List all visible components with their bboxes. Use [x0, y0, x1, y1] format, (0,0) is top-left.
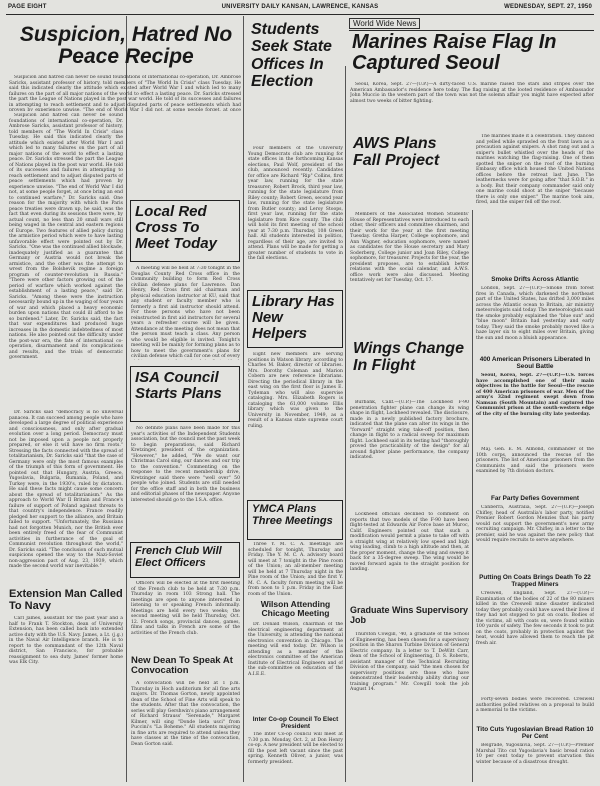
headline-box-aws — [349, 132, 469, 208]
article-isa-council — [131, 426, 240, 540]
article-far-party — [476, 505, 594, 571]
article-text: Suspicion and hatred can never be sound foundations of international co-operation, Dr. Ambrose Saricks, assistant professor of history, told members of "The World In Crisis" class Tuesday. He said this indicated clearly the attitude which existed after World War I and which led to many failures on the part of all major nations of the world to effect a lasting peace. Dr. Saricks stressed the part the League of Nations played in the post war world. He told of its successes and failures in attempting to reach settlement and to adjust disputed parts of peace settlements which had proven by experience unwise. "The end of World War I did not, at some people forget, at once bring an end to continued warfare," Dr. Saricks said. One reason for the majority with which the Paris peace treaties were drawn up, he said, was the fact that even during its sessions there were, by actual count, no less than 20 small wars still being waged in the central and eastern regions of Europe. Two features of allied policy during the armistice period which were to have lasting unfavorable effect were pointed out by Dr. Saricks. "One was the continued allied blockade, inadequately justified as a guarantee that Germany or Austria would not break the armistice, and the other was the attempt to wrest from the Bolshevik regime a foreign program of counter-revolution in Russia." "There were other factors growing out of the period of warfare which worked against the establishment of a lasting peace," said Dr. Saricks. "Among these were the instruction necessarily bound up in the waging of four years of war and which placed a heavy economic burden upon nations that could ill afford to be so burdened." Later, Dr. Saricks said, the fact that war expenditures had produced huge increases in the domestic indebtedness of most nations. He also pointed out the difficulty under the post-war era, the fate of international co-operation, disarmament and its complications and results, and the trials of democratic government. — [9, 113, 123, 360]
article-students-seek — [248, 146, 343, 288]
headline-red-cross: Local Red Cross To Meet Today — [135, 203, 217, 253]
article-text: Forty-seven bodies were recovered. Creswell authorities polled relatives on a proposal to build a memorial to the victims. — [476, 697, 594, 713]
article-text: A convocation will be held at 1 p.m. Thursday in Hoch auditorium for all fine arts majors. Dr. Thomas Gorton, newly appointed dean of the School of Fine Arts will speak to the students. After that the convocation, the series will play Gershwin's piano arrangement of Richard Strauss' "Serenade," Margaret Kilmer, will sing "Donde lieta usci" from Puccini's "La Boheme." All students majoring in fine arts are required to attend unless they have classes at the time of the convocation, Dean Gorton said. — [131, 681, 240, 747]
headline-new-dean: New Dean To Speak At Convocation — [131, 655, 233, 677]
article-text: Seoul, Korea, Sept. 27—(U.P.)—A dirty-faced U.S. marine raised the stars and stripes over the American Ambassador's residence here today. The flag raising at the looted residence of Ambassador John Muccio in the western part of the town was not the solemn affair you might have expected after almost two weeks of bitter fighting. — [350, 82, 594, 104]
headline-wilson: Wilson Attending Chicago Meeting — [260, 599, 331, 619]
article-text: Lockheed officials declined to comment on reports that two models of the F-90 have been flight-tested at Edwards Air Force base at Muroc, Calif. Engineers pointed out that such a modification would permit a plane to take off with a straight wing at relatively low speed and high wing loading, climb to a high altitude and then, at the proper moment, change the wing and sweep it back for a 35-degree sweep. The wing would be moved forward again to the straight position for landing. — [350, 512, 469, 572]
article-text: No definite plans have been made for this year's activities of the Independent Students association, but the council met the past week to begin preparations, said Richard Kretzinger, president of the organization. "However," he added, "We do want our Christmas Carol sing, our dances and our trip to the convention." Commenting on the response to the recent membership drive, Kretzinger said there were "well over" 50 people who joined. Students are still needed for the office staff and in both the business and editorial phases of the newspaper. Anyone interested should go to the I.S.A. office. — [131, 426, 240, 503]
article-text: The marines made it a celebration. They danced and yelled while sprawled on the front lawn as a precaution against snipers. A shot rang out and a sniper's bullet whistled over the heads of the marines watching the flag-raising. One of them spotted the sniper on the roof of the burning Embassy office which housed the United Nations offices before the retreat last June. The leathernecks were for going after "that S.O.B." in a body. But their company commander said only one marine could shoot at the sniper "because there is only one sniper." The marine took aim, fired, and the sniper fell off the roof. — [476, 134, 594, 205]
article-text: Dr. Donald Wilson, chairman of the electrical engineering department at the University, is attending the national electronics convention in Chicago. The meeting will end today. Dr. Wilson is attending as a member of the electronics committee of the American Institute of Electrical Engineers and of the sub-committee on education of the A.I.E.E. — [248, 622, 343, 677]
headline-box-red-cross — [130, 200, 240, 262]
section-label-world-news: World Wide News — [349, 18, 420, 29]
article-smoke-drifts — [476, 286, 594, 352]
headline-box-library — [247, 290, 343, 348]
headline-tito-bread: Tito Cuts Yugoslavian Bread Ration 10 Per Cent — [476, 726, 594, 740]
article-text: Members of the Associated Women Students' House of Representatives were introduced to each other, their officers and committee chairmen, and their work for the year at the first meeting Tuesday. Gretha Harper, College sophomore, and Ann Wagner, education sophomore, were named as candidates for the House secretary and Mary Soderberg, College junior and Joan Riley, College sophomore, for treasurer. Projects for the year, the president proposes, are to establish better relations with the social calendar, and A.W.S. office work were also discussed. Meeting tentatively set for Tuesday, Oct. 17. — [350, 212, 469, 283]
article-prisoners-continued — [476, 447, 594, 491]
headline-trapped-miners: Putting On Coats Brings Death To 22 Trapped Miners — [479, 574, 591, 588]
article-text: A meeting will be held at 7:30 tonight in the Douglas County Red Cross office in the Community building to form Red Cross civilian defense plans for Lawrence. Dan Henry, Red Cross first aid chairman and physical education instructor at KU, said that any student or faculty member who is formerly a first aid instructor should attend. For those persons who have not been reinstructed in first aid instructors for several years a refresher course will be given. Attendance at the meeting does not mean that the person must teach a class. Any person who would be eligible is invited. Tonight's meeting will be mainly for forming plans as to how to meet the government's plans for civilian defense which call for one out of every — [131, 266, 240, 359]
article-text: Maj. Gen. E. M. Almond, commander of the 10th corps, announced the rescue of the prisoners. The list of American prisoners from the Communists and said the prisoners were examined by 7th division doctors. — [476, 447, 594, 474]
issue-date: WEDNESDAY, SEPT. 27, 1950 — [504, 4, 592, 10]
header-rule — [6, 14, 594, 15]
article-text: Burbank, Calif.—(U.P.)—The Lockheed F-90 penetration fighter plane can change its wing shape in flight, Lockheed revealed. The disclosure, made in a newly published factory brochure, indicated that the plane can alter its wings in the "forward" straight wing take-off position, then change in flight to a radical sweep for maximum flight. Lockheed said in its testing had "thoroughly proved the practicability of the design" for all around fighter plane performance, the company indicated. — [350, 400, 469, 460]
headline-ymca: YMCA Plans Three Meetings — [252, 503, 333, 527]
headline-inter-coop: Inter Co-op Council To Elect President — [252, 716, 339, 730]
headline-extension-man: Extension Man Called To Navy — [9, 588, 123, 613]
headline-box-ymca — [247, 500, 343, 540]
article-graduate — [350, 632, 469, 780]
article-suspicion-lead — [9, 75, 241, 111]
column-divider — [472, 210, 473, 782]
article-new-dean — [131, 681, 240, 777]
article-text: Seoul, Korea, Sept. 27—(U.P.)—U.S. forces have accomplished one of their main objectives in the battle for Seoul—the rescue of 400 American prisoners of war. Men of the army's 32nd regiment swept down from Namsan (South Mountain) and captured the Communist prison at the south-western edge of the city of the burning city late yesterday. — [476, 373, 594, 417]
headline-suspicion-hatred: Suspicion, Hatred No Peace Recipe — [19, 23, 233, 69]
column-divider — [345, 66, 346, 782]
article-text: Officers will be elected at the first meeting of the French club to be held at 7:30 p.m. Thursday in room 103 Strong hall. The meetings are open to anyone interested in listening to or speaking French informally. Meetings are held every two weeks; the second meeting will be held Thursday, Oct. 12. French songs, provincial dances, games, films and talks in French are some of the activities of the French club. — [131, 581, 240, 636]
headline-students-seek: Students Seek State Offices In Election — [251, 21, 332, 90]
headline-box-french-club — [130, 542, 240, 578]
headline-box-wings — [349, 337, 469, 397]
headline-isa-council: ISA Council Starts Plans — [135, 369, 222, 403]
column-divider — [243, 16, 244, 782]
article-library — [248, 352, 343, 498]
article-wilson — [248, 622, 343, 714]
article-wings-continued — [350, 512, 469, 604]
article-wings — [350, 400, 469, 510]
headline-far-party: Far Party Defies Government — [490, 495, 580, 502]
article-text: Canberra, Australia, Sept. 27—(U.P.)—Joseph Chifley, head of Australia's labor party, notified Premier Robert Gordon Menzies that his party would not support the government's new army recruiting campaign. Mr. Chifley, in a letter to the premier, said he was against the new policy that would require recruits to serve anywhere. — [476, 505, 594, 543]
headline-prisoners-liberated: 400 American Prisoners Liberated In Seoul Battle — [479, 356, 591, 370]
headline-box-isa-council — [130, 366, 240, 422]
article-aws — [350, 212, 469, 334]
headline-aws: AWS Plans Fall Project — [353, 135, 440, 170]
article-text: Suspicion and hatred can never be sound foundations of international co-operation, Dr. Ambrose Saricks, assistant professor of history, told members of "The World In Crisis" class Tuesday. He said this indicated clearly the attitude which existed after World War I and which led to many failures on the part of all major nations of the world to effect a lasting peace. Dr. Saricks stressed the part the League of Nations played in the post war world. He told of its successes and failures in attempting to reach settlement and to adjust disputed parts of peace settlements which had proven by experience unwise. "The end of World War I did not, at some people forget, at once — [9, 75, 241, 111]
article-prisoners-liberated — [476, 373, 594, 445]
article-extension-man — [9, 616, 123, 776]
headline-graduate: Graduate Wins Supervisory Job — [350, 605, 468, 625]
article-red-cross — [131, 266, 240, 360]
article-text: Eight new members are serving positions in Watson library, according to Charles M. Baker, director of libraries. Mrs. Dorothy Coleman and Marion Cobern are new reference librarians. Directing the periodical library in the east wing on the first floor is James E. Tydeman who will also supervise cataloging. Mrs. Elizabeth Rogers is cataloging the 61,000 volume Ellis library which was given to the University in November, 1949, as a result of a Kansas state supreme court ruling. — [248, 352, 343, 429]
article-text: Carl James, assistant for the past year and a half to Frank T. Stockton, dean of University Extension, has been called back into extended active duty with the U.S. Navy. James, a Lt. (j.g.) in the Naval Air Intelligence branch. He is to report to the commandant of the 12th Naval district, San Francisco, for probable reassignment to sea duty. James' former home was Elk City. — [9, 616, 123, 665]
article-inter-coop — [248, 732, 343, 780]
article-marines-continued — [476, 134, 594, 272]
article-text: The Inter Co-op council will meet at 7:30 p.m. Monday, Oct. 2, at Don Henry co-op. A new president will be elected to fill the post left vacant since the past spring. Kenneth Oliver, a junior, was formerly president. — [248, 732, 343, 765]
paper-name: UNIVERSITY DAILY KANSAN, LAWRENCE, KANSAS — [221, 4, 379, 10]
headline-box-students-seek — [247, 18, 343, 144]
article-tito-bread — [476, 743, 594, 781]
page-label: PAGE EIGHT — [8, 4, 47, 10]
headline-wings: Wings Change In Flight — [353, 340, 464, 375]
article-ymca — [248, 542, 343, 598]
article-text: London, Sept. 27—(U.P.)—Smoke from forest fires in Canada, which darkened the northeast part of the United States, has drifted 3,000 miles across the Atlantic ocean to Britain, air ministry meteorologists said today. The meteorologists said the smoke probably explained the "blue sun" and "blue moon" Britain had yesterday and early today. They said the smoke probably moved like a haze layer six to eight miles over Britain, giving the sun and moon a bluish appearance. — [476, 286, 594, 341]
article-text: Creswell, England, Sept. 27—(U.P.)—Examination of the bodies of 22 of the 80 miners killed in the Creswell mine disaster indicated today they probably could have saved their lives if they had not stopped to put on coats. Bodies of the victims, all with coats on, were found within 100 yards of safety. The few seconds it took to put on the coats, probably in protection against the heat, would have allowed them to reach the pit fresh air. — [476, 591, 594, 646]
article-trapped-miners-continued — [476, 697, 594, 723]
headline-smoke-drifts: Smoke Drifts Across Atlantic — [491, 276, 579, 283]
article-suspicion-body — [9, 113, 123, 408]
article-marines-lead — [350, 82, 594, 130]
headline-french-club: French Club Will Elect Officers — [135, 545, 222, 569]
headline-library: Library Has New Helpers — [252, 293, 335, 343]
article-suspicion-continued — [9, 410, 123, 588]
article-text: Dr. Saricks said "democracy is no universal panacea. It can succeed among people who have developed a large degree of political experience and consciousness, and only after gradual evolution over a long period. Democracy must not be imposed upon a people not properly prepared, or else it will have no firm roots." Stressing the facts connected with the spread of totalitarianism, Dr. Saricks said "that the case of Germany were only the most famous examples of the triumph of this form of government. He pointed out that Hungary, Austria, Greece, Yugoslavia, Bulgaria, Rumania, Poland, and Turkey were, in the 1930's, ruled by dictators. He said these facts might cause some concern about the spread of totalitarianism." As the approach to World War II Britain and France's failure of support of Poland against threats to that country's independence. France readily pledged her support to the alliance, and Britain failed to support. "Unfortunately, the Russians had not forgotten Munich, nor the British ever been entirely freed of the fear of Communist activities in furtherance of the goal of Communist revolution throughout the world," Dr. Saricks said. "The conclusion of such mutual suspicions opened the way to the Nazi-Soviet non-aggression pact of Aug. 23, 1939, which made the second world war inevitable." — [9, 410, 123, 569]
column-divider — [126, 16, 127, 782]
article-text: Belgrade, Yugoslavia, Sept. 27—(U.P.)—Premier Marshal Tito cut Yugoslavia's basic bread ration 10 per cent today to prevent starvation this winter because of a disastrous drought. — [476, 743, 594, 765]
headline-marines-flag: Marines Raise Flag In Captured Seoul — [352, 31, 557, 74]
article-text: Four members of the University Young Democrats club are running for state offices in the forthcoming Kansas elections, Paul Wolf, president of the club, announced recently. Candidates for office are Richard "Rip" Collins, first year law, running for the state treasurer; Robert Brock, third year law, running for the state legislature from Riley county; Robert Green, second year law, running for the state legislature from Butler county; and Leroy Stoops, first year law, running for the state legislature from Rice county. The club will hold its first meeting of the school year at 7:30 p.m. Thursday, 108 Green hall. All students interested in politics, regardless of their age, are invited to attend. Plans will be made for getting a greater number of students to vote in the fall elections. — [248, 146, 343, 261]
article-text: Thurston Cowgill, '40, a graduate of the School of Engineering, has been chosen for a supervisory position in the Sharon Turbine Division of General Electric company. In a letter to T. DeWitt Carr, dean of the School of Engineering, D. S. Roberts, assistant manager of the Technical Recruiting Division of the company, said "the men chosen for supervisory positions are those who have demonstrated their leadership ability during our training program." Mr. Cowgill took the job August 14. — [350, 632, 469, 692]
article-french-club — [131, 581, 240, 653]
article-trapped-miners — [476, 591, 594, 695]
article-text: Three Y. M. C. A. meetings are scheduled for tonight, Thursday and Friday. The Y. M. C. A. advisory board will meet at 7 tonight in the Pine room of the Union; an all-member meeting will be held at 7 Thursday night in the Pine room of the Union; and the first Y. M. C. A. faculty forum meeting will be from noon to 1 p.m. Friday in the East room of the Union. — [248, 542, 343, 597]
